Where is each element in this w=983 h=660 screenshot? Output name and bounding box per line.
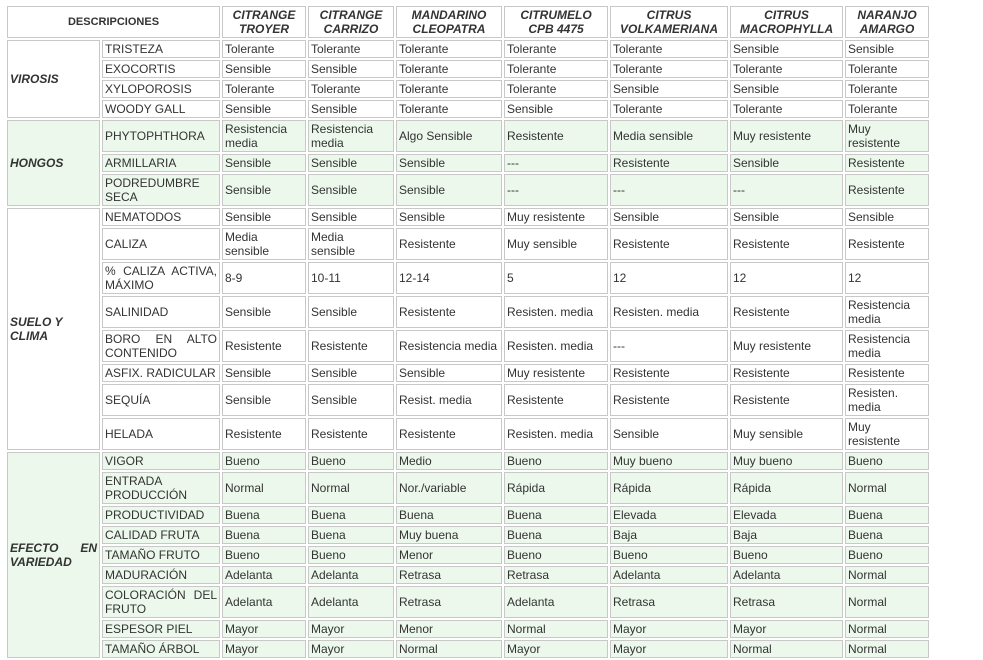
value-cell: Buena — [845, 506, 929, 524]
value-cell: Baja — [730, 526, 843, 544]
value-cell: Resistente — [730, 296, 843, 328]
table-row — [7, 154, 929, 172]
value-cell: Sensible — [308, 60, 394, 78]
value-cell: Media sensible — [222, 228, 306, 260]
value-cell: Bueno — [504, 452, 608, 470]
table-row — [7, 174, 929, 206]
value-cell: Tolerante — [845, 60, 929, 78]
value-cell: Rápida — [504, 472, 608, 504]
value-cell: Bueno — [222, 546, 306, 564]
value-cell: Normal — [845, 640, 929, 658]
parameter-label: BORO EN ALTO CONTENIDO — [102, 330, 220, 362]
value-cell: Medio — [396, 452, 502, 470]
value-cell: Resist. media — [396, 384, 502, 416]
value-cell: Sensible — [308, 384, 394, 416]
value-cell: --- — [610, 174, 728, 206]
value-cell: Sensible — [222, 174, 306, 206]
value-cell: Resistencia media — [396, 330, 502, 362]
value-cell: Adelanta — [222, 566, 306, 584]
value-cell: Mayor — [308, 620, 394, 638]
value-cell: Resistente — [222, 330, 306, 362]
value-cell: Tolerante — [730, 100, 843, 118]
table-row — [7, 452, 929, 470]
value-cell: Resistente — [610, 228, 728, 260]
value-cell: Tolerante — [504, 60, 608, 78]
value-cell: Sensible — [730, 80, 843, 98]
value-cell: Resistente — [222, 418, 306, 450]
table-row — [7, 364, 929, 382]
value-cell: Sensible — [396, 174, 502, 206]
value-cell: Tolerante — [610, 60, 728, 78]
value-cell: Tolerante — [396, 100, 502, 118]
value-cell: Adelanta — [730, 566, 843, 584]
value-cell: Tolerante — [308, 80, 394, 98]
value-cell: Mayor — [610, 620, 728, 638]
value-cell: Buena — [308, 506, 394, 524]
value-cell: Retrasa — [730, 586, 843, 618]
value-cell: Buena — [222, 506, 306, 524]
parameter-label: MADURACIÓN — [102, 566, 220, 584]
value-cell: Sensible — [610, 208, 728, 226]
value-cell: Rápida — [610, 472, 728, 504]
value-cell: Resistente — [845, 174, 929, 206]
value-cell: Tolerante — [504, 40, 608, 58]
table-row — [7, 262, 929, 294]
table-row — [7, 418, 929, 450]
value-cell: --- — [730, 174, 843, 206]
parameter-label: TAMAÑO FRUTO — [102, 546, 220, 564]
value-cell: Sensible — [308, 174, 394, 206]
value-cell: Media sensible — [308, 228, 394, 260]
rootstock-header: CITRUS VOLKAMERIANA — [610, 6, 728, 38]
value-cell: Baja — [610, 526, 728, 544]
parameter-label: ASFIX. RADICULAR — [102, 364, 220, 382]
value-cell: Normal — [396, 640, 502, 658]
value-cell: Sensible — [730, 40, 843, 58]
parameter-label: TRISTEZA — [102, 40, 220, 58]
value-cell: Resistente — [610, 154, 728, 172]
descriptions-header: DESCRIPCIONES — [7, 6, 220, 38]
value-cell: Resisten. media — [504, 418, 608, 450]
parameter-label: ESPESOR PIEL — [102, 620, 220, 638]
group-label: SUELO Y CLIMA — [7, 208, 100, 450]
value-cell: Mayor — [222, 620, 306, 638]
table-row — [7, 296, 929, 328]
value-cell: Resistente — [845, 364, 929, 382]
value-cell: Nor./variable — [396, 472, 502, 504]
value-cell: Mayor — [308, 640, 394, 658]
value-cell: Tolerante — [222, 40, 306, 58]
parameter-label: EXOCORTIS — [102, 60, 220, 78]
value-cell: Sensible — [845, 208, 929, 226]
value-cell: Normal — [845, 620, 929, 638]
rootstock-comparison-container — [5, 4, 931, 660]
value-cell: Bueno — [845, 546, 929, 564]
value-cell: Resistente — [845, 228, 929, 260]
value-cell: Rápida — [730, 472, 843, 504]
value-cell: Menor — [396, 546, 502, 564]
parameter-label: % CALIZA ACTIVA, MÁXIMO — [102, 262, 220, 294]
value-cell: Sensible — [222, 364, 306, 382]
value-cell: Sensible — [396, 154, 502, 172]
value-cell: --- — [504, 154, 608, 172]
parameter-label: WOODY GALL — [102, 100, 220, 118]
value-cell: Buena — [308, 526, 394, 544]
value-cell: Muy resistente — [845, 418, 929, 450]
parameter-label: CALIZA — [102, 228, 220, 260]
value-cell: Resistente — [730, 364, 843, 382]
value-cell: Resistencia media — [308, 120, 394, 152]
table-row — [7, 472, 929, 504]
group-label: EFECTO EN VARIEDAD — [7, 452, 100, 658]
value-cell: Sensible — [222, 208, 306, 226]
value-cell: --- — [610, 330, 728, 362]
table-body — [7, 40, 929, 658]
value-cell: Tolerante — [308, 40, 394, 58]
value-cell: Sensible — [730, 208, 843, 226]
parameter-label: ENTRADA PRODUCCIÓN — [102, 472, 220, 504]
value-cell: Mayor — [504, 640, 608, 658]
table-row — [7, 566, 929, 584]
value-cell: Media sensible — [610, 120, 728, 152]
value-cell: Bueno — [222, 452, 306, 470]
value-cell: Tolerante — [730, 60, 843, 78]
value-cell: Sensible — [610, 418, 728, 450]
value-cell: Retrasa — [504, 566, 608, 584]
table-row — [7, 60, 929, 78]
value-cell: Tolerante — [396, 40, 502, 58]
table-row — [7, 640, 929, 658]
value-cell: Sensible — [730, 154, 843, 172]
group-label: HONGOS — [7, 120, 100, 206]
value-cell: Buena — [504, 526, 608, 544]
parameter-label: SEQUÍA — [102, 384, 220, 416]
value-cell: Sensible — [222, 384, 306, 416]
rootstock-header: CITRANGE CARRIZO — [308, 6, 394, 38]
value-cell: Normal — [845, 566, 929, 584]
rootstock-comparison-table — [5, 4, 931, 660]
value-cell: Normal — [222, 472, 306, 504]
value-cell: Adelanta — [504, 586, 608, 618]
parameter-label: XYLOPOROSIS — [102, 80, 220, 98]
rootstock-header: MANDARINO CLEOPATRA — [396, 6, 502, 38]
value-cell: Sensible — [222, 296, 306, 328]
value-cell: Resisten. media — [504, 330, 608, 362]
value-cell: 5 — [504, 262, 608, 294]
value-cell: Muy buena — [396, 526, 502, 544]
value-cell: Resistente — [504, 384, 608, 416]
table-row — [7, 586, 929, 618]
parameter-label: PRODUCTIVIDAD — [102, 506, 220, 524]
value-cell: Tolerante — [396, 60, 502, 78]
value-cell: Normal — [845, 586, 929, 618]
value-cell: Bueno — [730, 546, 843, 564]
table-row — [7, 80, 929, 98]
rootstock-header: NARANJO AMARGO — [845, 6, 929, 38]
value-cell: Retrasa — [396, 566, 502, 584]
value-cell: Resisten. media — [610, 296, 728, 328]
parameter-label: COLORACIÓN DEL FRUTO — [102, 586, 220, 618]
value-cell: --- — [504, 174, 608, 206]
value-cell: 10-11 — [308, 262, 394, 294]
parameter-label: ARMILLARIA — [102, 154, 220, 172]
value-cell: Sensible — [396, 208, 502, 226]
value-cell: Retrasa — [610, 586, 728, 618]
value-cell: Resistente — [396, 296, 502, 328]
value-cell: Muy sensible — [730, 418, 843, 450]
table-row — [7, 120, 929, 152]
table-row — [7, 620, 929, 638]
value-cell: Elevada — [730, 506, 843, 524]
value-cell: Muy resistente — [845, 120, 929, 152]
parameter-label: HELADA — [102, 418, 220, 450]
table-row — [7, 208, 929, 226]
value-cell: Resistente — [308, 418, 394, 450]
table-row — [7, 330, 929, 362]
value-cell: Sensible — [222, 100, 306, 118]
value-cell: Sensible — [308, 296, 394, 328]
rootstock-header: CITRANGE TROYER — [222, 6, 306, 38]
value-cell: Sensible — [308, 100, 394, 118]
value-cell: 8-9 — [222, 262, 306, 294]
value-cell: Mayor — [222, 640, 306, 658]
value-cell: 12 — [730, 262, 843, 294]
parameter-label: NEMATODOS — [102, 208, 220, 226]
value-cell: Buena — [222, 526, 306, 544]
value-cell: Sensible — [845, 40, 929, 58]
value-cell: Tolerante — [845, 80, 929, 98]
value-cell: Buena — [845, 526, 929, 544]
value-cell: Sensible — [222, 154, 306, 172]
value-cell: Muy bueno — [730, 452, 843, 470]
table-row — [7, 506, 929, 524]
value-cell: Tolerante — [396, 80, 502, 98]
value-cell: Resistente — [396, 228, 502, 260]
value-cell: Tolerante — [610, 100, 728, 118]
value-cell: Resisten. media — [845, 384, 929, 416]
value-cell: Elevada — [610, 506, 728, 524]
value-cell: Resistencia media — [845, 330, 929, 362]
parameter-label: PODREDUMBRE SECA — [102, 174, 220, 206]
parameter-label: VIGOR — [102, 452, 220, 470]
value-cell: Muy bueno — [610, 452, 728, 470]
value-cell: Sensible — [222, 60, 306, 78]
value-cell: Sensible — [308, 154, 394, 172]
value-cell: 12-14 — [396, 262, 502, 294]
table-row — [7, 228, 929, 260]
value-cell: Resisten. media — [504, 296, 608, 328]
value-cell: Normal — [845, 472, 929, 504]
value-cell: Normal — [730, 640, 843, 658]
value-cell: Resistente — [504, 120, 608, 152]
value-cell: Adelanta — [308, 586, 394, 618]
value-cell: Tolerante — [845, 100, 929, 118]
value-cell: Resistente — [610, 384, 728, 416]
parameter-label: SALINIDAD — [102, 296, 220, 328]
value-cell: Resistente — [396, 418, 502, 450]
value-cell: Adelanta — [308, 566, 394, 584]
table-row — [7, 546, 929, 564]
value-cell: Sensible — [308, 208, 394, 226]
table-row — [7, 40, 929, 58]
value-cell: Resistente — [730, 384, 843, 416]
value-cell: Tolerante — [222, 80, 306, 98]
value-cell: Sensible — [396, 364, 502, 382]
parameter-label: CALIDAD FRUTA — [102, 526, 220, 544]
value-cell: 12 — [610, 262, 728, 294]
rootstock-header: CITRUS MACROPHYLLA — [730, 6, 843, 38]
value-cell: Resistencia media — [845, 296, 929, 328]
value-cell: Normal — [504, 620, 608, 638]
value-cell: Bueno — [308, 452, 394, 470]
value-cell: Resistente — [845, 154, 929, 172]
parameter-label: PHYTOPHTHORA — [102, 120, 220, 152]
value-cell: Mayor — [730, 620, 843, 638]
value-cell: Buena — [504, 506, 608, 524]
parameter-label: TAMAÑO ÁRBOL — [102, 640, 220, 658]
value-cell: Resistencia media — [222, 120, 306, 152]
value-cell: Mayor — [610, 640, 728, 658]
value-cell: Bueno — [308, 546, 394, 564]
value-cell: Tolerante — [610, 40, 728, 58]
value-cell: Muy resistente — [504, 208, 608, 226]
value-cell: Sensible — [308, 364, 394, 382]
value-cell: Algo Sensible — [396, 120, 502, 152]
value-cell: Muy resistente — [504, 364, 608, 382]
value-cell: Retrasa — [396, 586, 502, 618]
table-row — [7, 384, 929, 416]
header-row — [7, 6, 929, 38]
value-cell: Resistente — [610, 364, 728, 382]
value-cell: Adelanta — [222, 586, 306, 618]
rootstock-header: CITRUMELO CPB 4475 — [504, 6, 608, 38]
value-cell: Sensible — [504, 100, 608, 118]
value-cell: Buena — [396, 506, 502, 524]
value-cell: Resistente — [308, 330, 394, 362]
value-cell: Adelanta — [610, 566, 728, 584]
group-label: VIROSIS — [7, 40, 100, 118]
table-row — [7, 100, 929, 118]
value-cell: Bueno — [845, 452, 929, 470]
table-row — [7, 526, 929, 544]
value-cell: Muy resistente — [730, 330, 843, 362]
value-cell: Bueno — [610, 546, 728, 564]
value-cell: Resistente — [730, 228, 843, 260]
value-cell: 12 — [845, 262, 929, 294]
value-cell: Sensible — [610, 80, 728, 98]
value-cell: Menor — [396, 620, 502, 638]
value-cell: Muy resistente — [730, 120, 843, 152]
value-cell: Normal — [308, 472, 394, 504]
value-cell: Tolerante — [504, 80, 608, 98]
value-cell: Muy sensible — [504, 228, 608, 260]
value-cell: Bueno — [504, 546, 608, 564]
